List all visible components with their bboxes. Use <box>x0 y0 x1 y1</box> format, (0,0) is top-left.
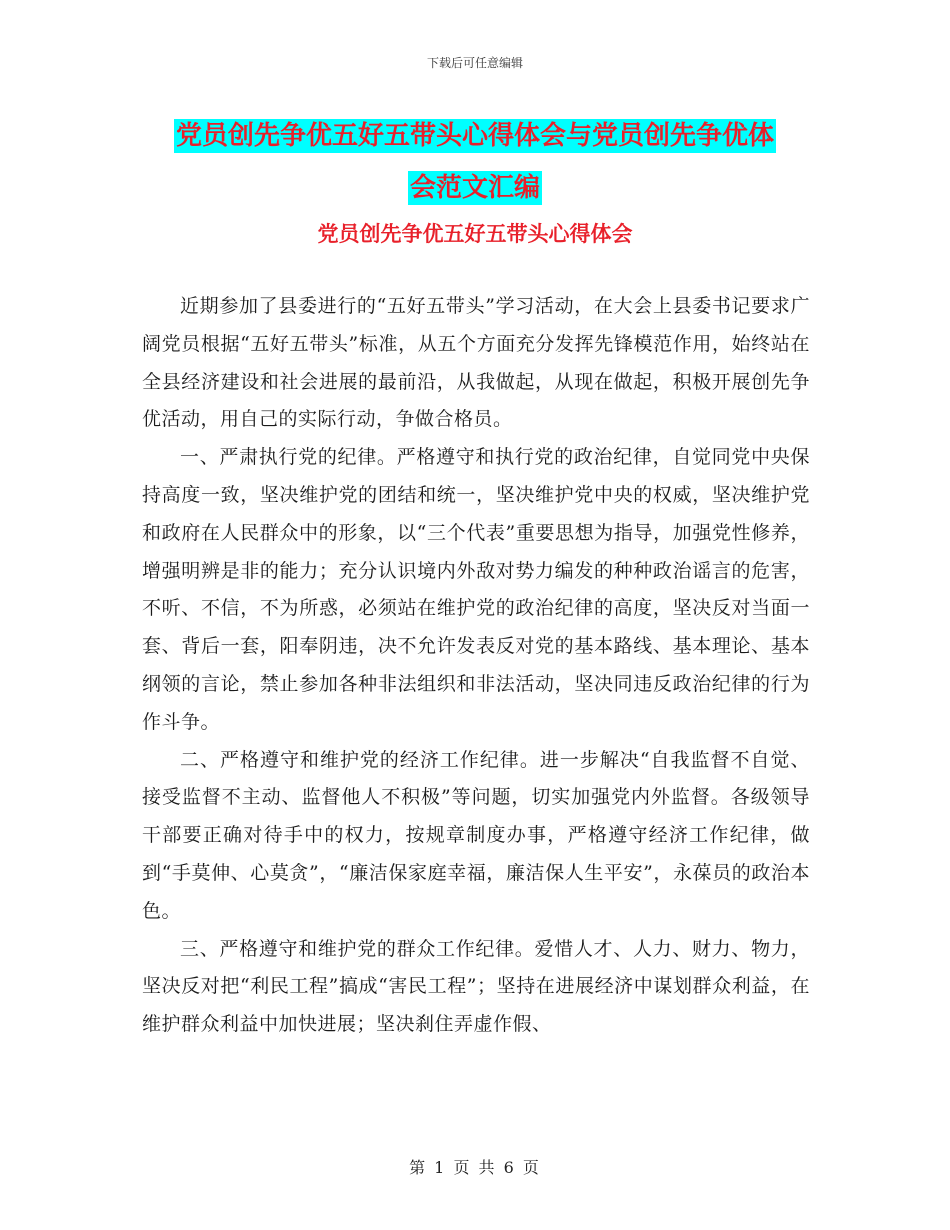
header-note: 下载后可任意编辑 <box>426 56 523 70</box>
paragraph: 近期参加了县委进行的“五好五带头”学习活动，在大会上县委书记要求广阔党员根据“五好五带头”标准，从五个方面充分发挥先锋模范作用，始终站在全县经济建设和社会进展的最前沿，从我做起，从现在做起，积极开展创先争优活动，用自己的实际行动，争做合格员。 <box>142 295 810 431</box>
title-line-2: 会范文汇编 <box>409 173 540 203</box>
document-title <box>140 110 810 214</box>
page-number: 第 1 页 共 6 页 <box>409 1158 541 1177</box>
paragraph: 一、严肃执行党的纪律。严格遵守和执行党的政治纪律，自觉同党中央保持高度一致，坚决维护党的团结和统一，坚决维护党中央的权威，坚决维护党和政府在人民群众中的形象，以“三个代表”重要思想为指导，加强党性修养，增强明辨是非的能力；充分认识境内外敌对势力编发的种种政治谣言的危害，不听、不信，不为所惑，必须站在维护党的政治纪律的高度，坚决反对当面一套、背后一套，阳奉阴违，决不允许发表反对党的基本路线、基本理论、基本纲领的言论，禁止参加各种非法组织和非法活动，坚决同违反政治纪律的行为作斗争。 <box>142 446 810 733</box>
section-title: 党员创先争优五好五带头心得体会 <box>317 221 633 246</box>
paragraph: 三、严格遵守和维护党的群众工作纪律。爱惜人才、人力、财力、物力，坚决反对把“利民工程”搞成“害民工程”；坚持在进展经济中谋划群众利益，在维护群众利益中加快进展；坚决刹住弄虚作假、 <box>142 937 810 1036</box>
body-text <box>142 288 810 1044</box>
title-line-1: 党员创先争优五好五带头心得体会与党员创先争优体 <box>175 121 774 151</box>
paragraph: 二、严格遵守和维护党的经济工作纪律。进一步解决“自我监督不自觉、接受监督不主动、监督他人不积极”等问题，切实加强党内外监督。各级领导干部要正确对待手中的权力，按规章制度办事，严格遵守经济工作纪律，做到“手莫伸、心莫贪”，“廉洁保家庭幸福，廉洁保人生平安”，永葆员的政治本色。 <box>142 748 810 922</box>
